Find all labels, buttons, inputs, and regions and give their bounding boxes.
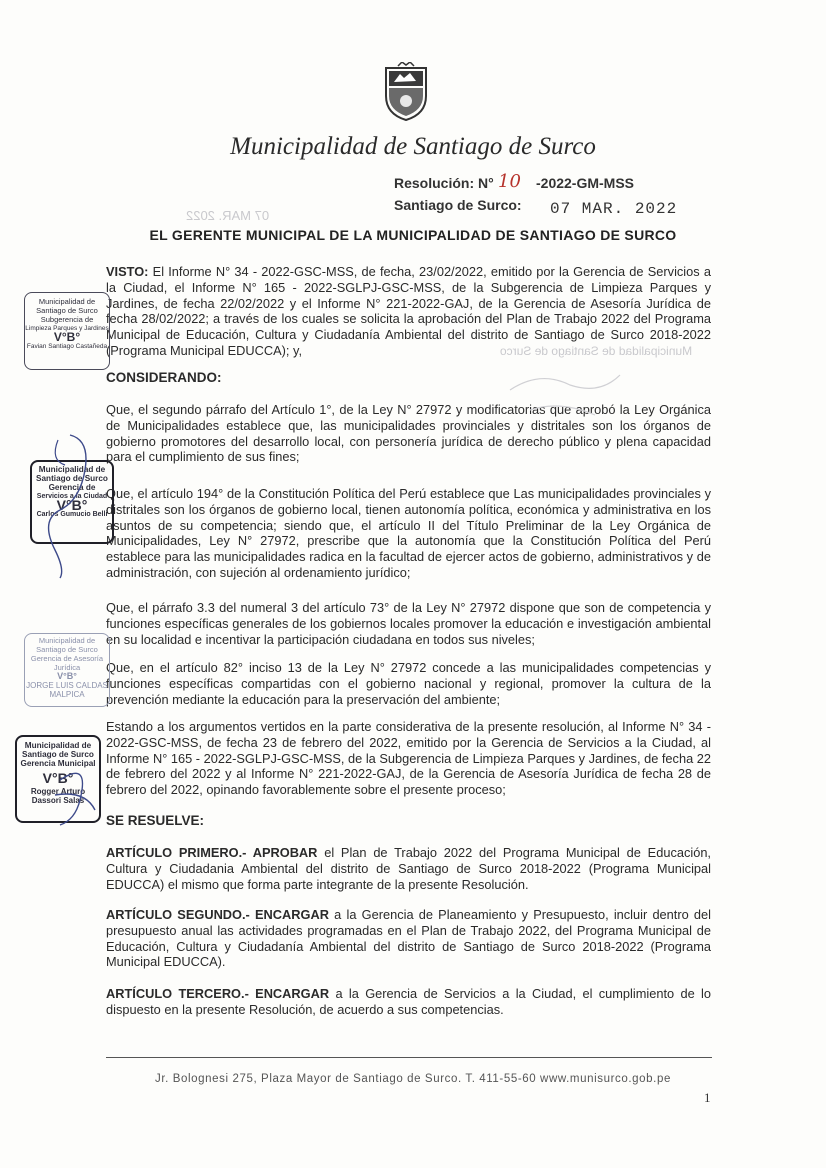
stamp-line: Gerencia de xyxy=(48,483,96,492)
stamp-signer: Rogger Arturo Dassori Salas xyxy=(30,787,86,805)
resolution-label: Resolución: N° xyxy=(394,175,494,191)
article-label: ARTÍCULO SEGUNDO.- ENCARGAR xyxy=(106,907,329,922)
show-through-date: 07 MAR. 2022 xyxy=(186,208,270,223)
organization-name: Municipalidad de Santiago de Surco xyxy=(230,133,596,160)
stamp-signer: Favian Santiago Castañeda xyxy=(26,343,108,350)
considerando-paragraph: Estando a los argumentos vertidos en la parte considerativa de la presente resolución, al Informe N° 34 - 2022-GSC-MSS, de fecha 23 de febrero del 2022, emitido por la Gerencia de Servicios a la Ciudad, al Informe N° 165 - 2022-SGLPJ-GSC-MSS, de la Subgerencia de Limpieza Parques y Jardines, de fecha 22 de febrero del 2022 y al Informe N° 221-2022-GAJ, de la Gerencia de Asesoría Jurídica de fecha 28 de febrero del 2022, opinando favorablemente sobre el presente proceso; xyxy=(106,719,711,798)
faint-signature-icon xyxy=(500,360,630,430)
considerando-paragraph: Que, el párrafo 3.3 del numeral 3 del artículo 73° de la Ley N° 27972 dispone que son de competencia y funciones específicas generales de los gobiernos locales promover la educación e investigación ambiental en su localidad e incentivar la participación ciudadana en todos sus niveles; xyxy=(106,600,711,647)
stamp-line: Santiago de Surco xyxy=(36,474,108,483)
article-first xyxy=(106,845,711,892)
stamp-vb: V°B° xyxy=(53,330,81,344)
article-label: ARTÍCULO PRIMERO.- APROBAR xyxy=(106,845,318,860)
page-title: EL GERENTE MUNICIPAL DE LA MUNICIPALIDAD DE SANTIAGO DE SURCO xyxy=(149,227,677,243)
signature-mark-icon xyxy=(30,430,100,580)
considerando-label: CONSIDERANDO: xyxy=(106,370,222,385)
stamp-signer: JORGE LUIS CALDAS MALPICA xyxy=(26,681,108,699)
stamp-line: Santiago de Surco xyxy=(36,306,98,315)
stamp-signer: Carlos Gumucio Belli xyxy=(36,511,108,518)
place-label: Santiago de Surco: xyxy=(394,197,522,213)
considerando-paragraph: Que, en el artículo 82° inciso 13 de la Ley N° 27972 concede a las municipalidades competencias y funciones específicas compartidas con el gobierno nacional y regional, promover la cultura de la prevención mediante la educación para la preservación del ambiente; xyxy=(106,660,711,707)
resolution-suffix: -2022-GM-MSS xyxy=(536,175,635,191)
article-label: ARTÍCULO TERCERO.- ENCARGAR xyxy=(106,986,330,1001)
resolution-number: 10 xyxy=(498,171,521,192)
visto-section xyxy=(106,264,711,359)
considerando-paragraph: Que, el segundo párrafo del Artículo 1°, de la Ley N° 27972 y modificatorias que aprobó la Ley Orgánica de Municipalidades establece que, las municipalidades provinciales y distritales son los órganos de gobierno promotores del desarrollo local, con personería jurídica de derecho público y plena capacidad para el cumplimiento de sus fines; xyxy=(106,402,711,465)
signature-mark-icon xyxy=(40,740,100,830)
stamp-line: Gerencia Municipal xyxy=(20,759,96,768)
stamp-line: Santiago de Surco xyxy=(22,750,94,759)
article-third xyxy=(106,986,711,1018)
stamp-line: Limpieza Parques y Jardines xyxy=(25,325,109,332)
article-text: a la Gerencia de Planeamiento y Presupuesto, incluir dentro del presupuesto anual las actividades programadas en el Plan de Trabajo 2022, del Programa Municipal de Educación, Cultura y Ciudadanía Ambiental del distrito de Santiago de Surco 2018-2022 (Programa Municipal EDUCCA). xyxy=(106,907,711,970)
article-second xyxy=(106,907,711,970)
stamp-line: Santiago de Surco xyxy=(36,645,98,654)
visto-label: VISTO: xyxy=(106,264,149,279)
stamp-vb: V°B° xyxy=(42,770,74,786)
show-through-text: Municipalidad de Santiago de Surco xyxy=(500,344,693,358)
footer-divider xyxy=(106,1057,712,1058)
footer-address: Jr. Bolognesi 275, Plaza Mayor de Santiago de Surco. T. 411-55-60 www.munisurco.gob.pe xyxy=(155,1073,671,1085)
stamp-vb: V°B° xyxy=(56,497,88,513)
approval-stamp xyxy=(24,292,110,370)
se-resuelve-label: SE RESUELVE: xyxy=(106,813,205,828)
municipal-crest-icon xyxy=(382,62,430,122)
resolution-date-stamp: 07 MAR. 2022 xyxy=(550,200,678,218)
stamp-line: Municipalidad de xyxy=(38,636,96,645)
stamp-line: Servicios a la Ciudad xyxy=(36,493,108,500)
stamp-line: Municipalidad de xyxy=(38,297,96,306)
stamp-line: Jurídica xyxy=(53,663,81,672)
article-text: a la Gerencia de Servicios a la Ciudad, el cumplimiento de lo dispuesto en la presente Resolución, de acuerdo a sus competencias. xyxy=(106,986,711,1017)
article-text: el Plan de Trabajo 2022 del Programa Municipal de Educación, Cultura y Ciudadania Ambiental del distrito de Santiago de Surco 2018-2022 (Programa Municipal EDUCCA) el mismo que forma parte integrante de la presente Resolución. xyxy=(106,845,711,892)
stamp-line: Gerencia de Asesoría xyxy=(30,654,104,663)
visto-text: El Informe N° 34 - 2022-GSC-MSS, de fecha, 23/02/2022, emitido por la Gerencia de Servicios a la Ciudad, el Informe N° 165 - 2022-SGLPJ-GSC-MSS, de la Subgerencia de Limpieza Parques y Jardines, de fecha 22/02/2022 y el Informe N° 221-2022-GAJ, de la Gerencia de Asesoría Jurídica de fecha 28/02/2022; a través de los cuales se solicita la aprobación del Plan de Trabajo 2022 del Programa Municipal de Educación, Cultura y Ciudadanía Ambiental del distrito de Santiago de Surco 2018-2022 (Programa Municipal EDUCCA); y, xyxy=(106,264,711,358)
stamp-line: Subgerencia de xyxy=(40,315,94,324)
stamp-line: Municipalidad de xyxy=(38,465,106,474)
page-number: 1 xyxy=(704,1090,711,1105)
stamp-vb: V°B° xyxy=(57,671,77,681)
stamp-line: Municipalidad de xyxy=(24,741,92,750)
approval-stamp xyxy=(24,633,110,707)
considerando-paragraph: Que, el artículo 194° de la Constitución Política del Perú establece que Las municipalidades provinciales y distritales son los órganos de gobierno local, tienen autonomía política, económica y administrativa en los asuntos de su competencia; siendo que, el artículo II del Título Preliminar de la Ley Orgánica de Municipalidades, Ley N° 27972, prescribe que la autonomía que la Constitución Política del Perú establece para las municipalidades radica en la facultad de ejercer actos de gobierno, administrativos y de administración, con sujeción al ordenamiento jurídico; xyxy=(106,486,711,580)
